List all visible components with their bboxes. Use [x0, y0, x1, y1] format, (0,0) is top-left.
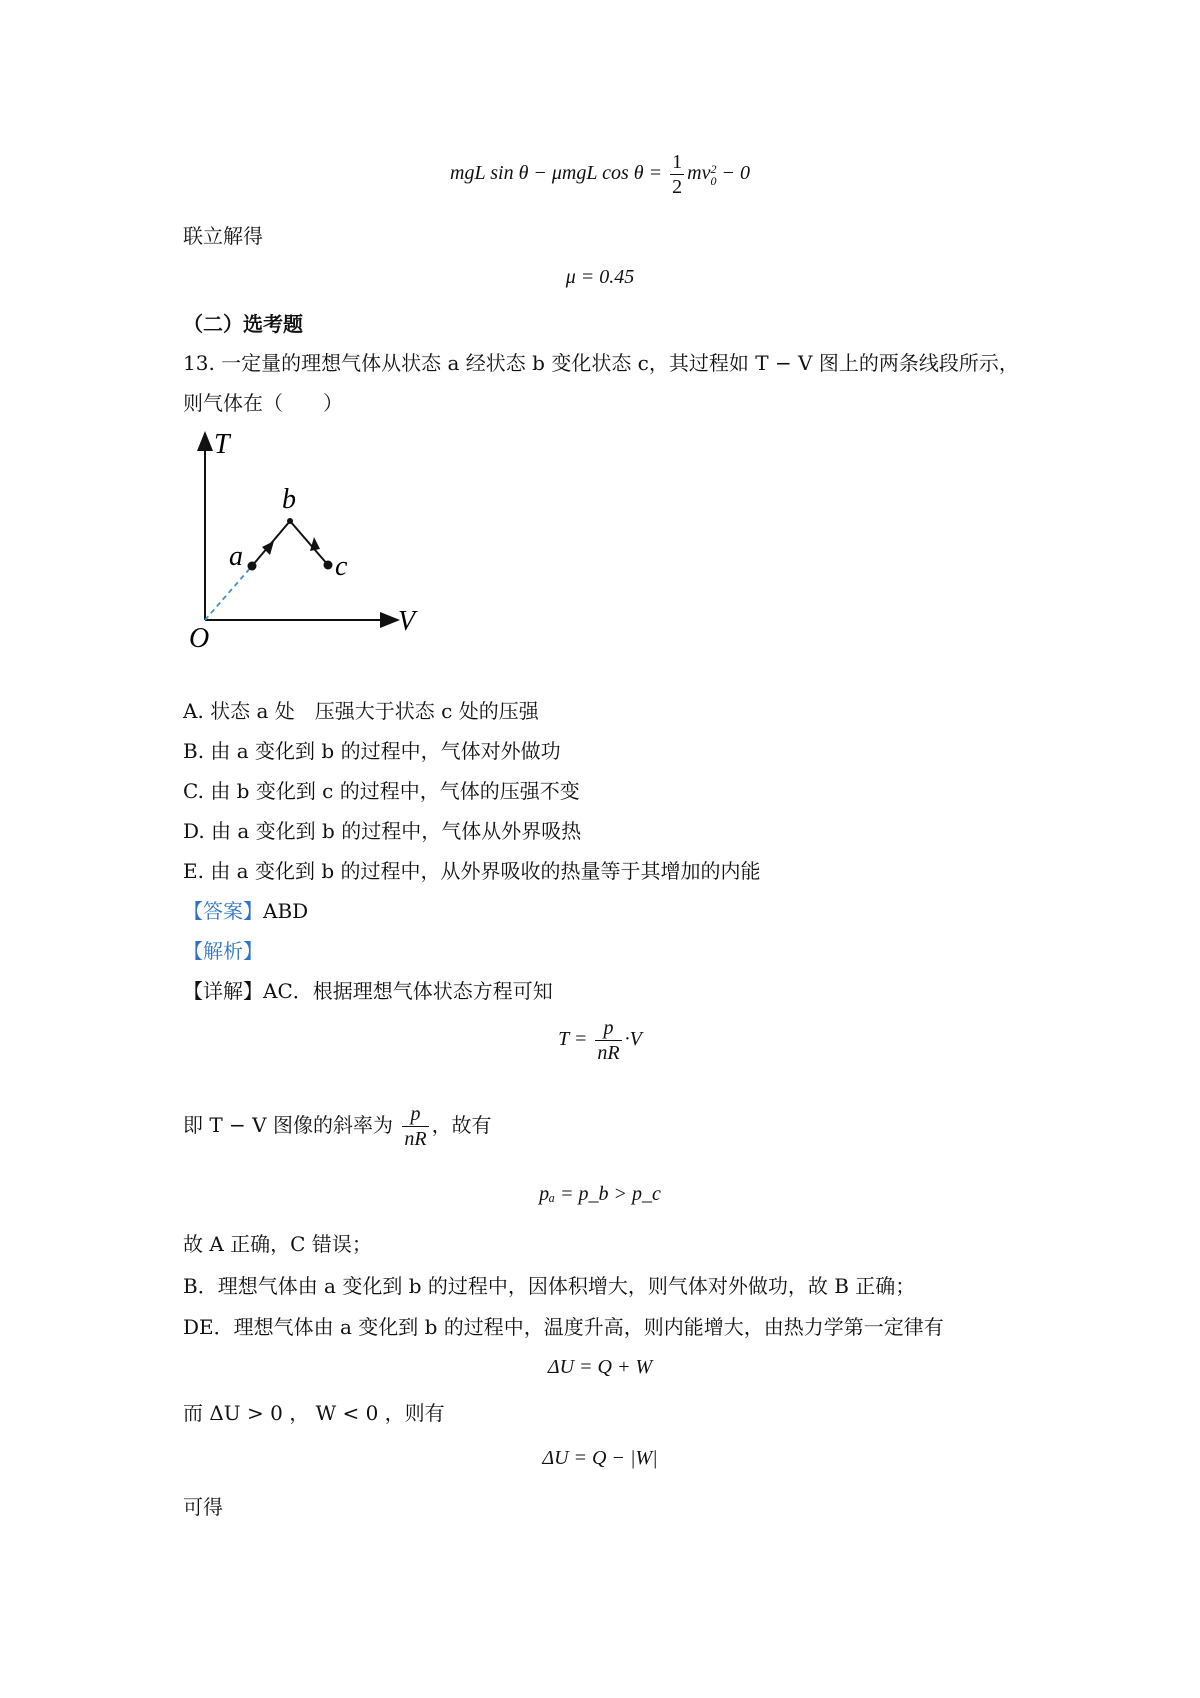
y-axis-label: T — [214, 429, 230, 460]
p-over-nr-den: nR — [597, 1042, 620, 1064]
option-d-text: 由 a 变化到 b 的过程中，气体从外界吸热 — [211, 819, 582, 843]
question-line-1 — [183, 349, 1019, 377]
v-sup: 2 — [710, 161, 717, 176]
explanation-de: DE．理想气体由 a 变化到 b 的过程中，温度升高，则内能增大，由热力学第一定律有 — [183, 1315, 944, 1339]
abs-w-equation: ΔU = Q − |W| — [542, 1447, 658, 1469]
x-axis-label: V — [398, 606, 416, 637]
origin-label: O — [189, 623, 210, 654]
option-b-text: 由 a 变化到 b 的过程中，气体对外做功 — [210, 739, 561, 763]
v-index — [710, 163, 716, 187]
slope-suffix: ，故有 — [431, 1113, 492, 1137]
option-e-label: E. — [183, 859, 204, 883]
state-eq-right: ·V — [624, 1028, 642, 1051]
analysis-tag: 【解析】 — [183, 939, 263, 963]
conclusion-ac: 故 A 正确，C 错误； — [183, 1232, 372, 1256]
t-v-graph — [180, 425, 430, 655]
label-a: a — [229, 541, 243, 572]
p-over-nr-num: p — [595, 1016, 621, 1041]
point-c — [324, 561, 333, 570]
detail-tag: 【详解】 — [183, 979, 263, 1003]
option-e-text: 由 a 变化到 b 的过程中，从外界吸收的热量等于其增加的内能 — [210, 859, 761, 883]
option-a-text: 状态 a 处 压强大于状态 c 处的压强 — [210, 699, 539, 723]
label-c: c — [335, 551, 348, 582]
segment-b-c — [290, 521, 328, 565]
answer-value: ABD — [263, 899, 309, 923]
option-c-text: 由 b 变化到 c 的过程中，气体的压强不变 — [210, 779, 580, 803]
option-c-label: C. — [183, 779, 204, 803]
slope-prefix: 即 T − V 图像的斜率为 — [183, 1113, 393, 1137]
option-a — [183, 697, 539, 725]
option-e — [183, 857, 760, 885]
detail-intro: AC．根据理想气体状态方程可知 — [263, 979, 553, 1003]
option-b-label: B. — [183, 739, 205, 763]
v-sub: 0 — [710, 173, 717, 188]
option-c — [183, 777, 580, 805]
question-line-2: 则气体在（ ） — [183, 391, 343, 415]
slope-num: p — [402, 1102, 428, 1127]
option-a-label: A. — [183, 699, 204, 723]
pressure-relation: pₐ = p_b > p_c — [539, 1183, 661, 1205]
mu-equation: μ = 0.45 — [565, 266, 635, 288]
half-fraction — [670, 150, 684, 199]
joint-solve-text: 联立解得 — [183, 224, 263, 248]
explanation-b: B．理想气体由 a 变化到 b 的过程中，因体积增大，则气体对外做功，故 B 正确； — [183, 1274, 916, 1298]
detail-intro-line — [183, 977, 553, 1005]
condition-text: 而 ΔU > 0 ， W < 0 ，则有 — [183, 1401, 445, 1425]
option-b — [183, 737, 561, 765]
option-d — [183, 817, 581, 845]
half-denominator: 2 — [672, 176, 683, 198]
p-over-nr-fraction — [595, 1016, 621, 1065]
first-law-equation: ΔU = Q + W — [547, 1356, 653, 1378]
half-numerator: 1 — [672, 151, 683, 173]
slope-fraction — [402, 1102, 428, 1151]
state-eq-left: T = — [558, 1028, 588, 1051]
arrow-b-c — [310, 537, 320, 551]
ke-de-text: 可得 — [183, 1495, 223, 1519]
answer-tag: 【答案】 — [183, 899, 263, 923]
energy-equation — [0, 150, 1200, 199]
point-b — [287, 518, 293, 524]
question-text-1: 一定量的理想气体从状态 a 经状态 b 变化状态 c，其过程如 T − V 图上的两条线段所示， — [221, 351, 1019, 375]
slope-line — [183, 1102, 492, 1151]
option-d-label: D. — [183, 819, 205, 843]
dashed-line-origin-to-a — [205, 566, 252, 620]
slope-den: nR — [404, 1128, 427, 1150]
state-equation — [0, 1016, 1200, 1065]
energy-equation-left: mgL sin θ − μmgL cos θ = — [450, 162, 663, 185]
energy-equation-tail: − 0 — [721, 162, 750, 185]
question-number: 13. — [183, 351, 215, 375]
answer-line — [183, 897, 308, 925]
label-b: b — [282, 484, 296, 515]
section-title: （二）选考题 — [183, 312, 303, 336]
point-a — [248, 562, 257, 571]
energy-equation-var: mv — [687, 162, 711, 185]
